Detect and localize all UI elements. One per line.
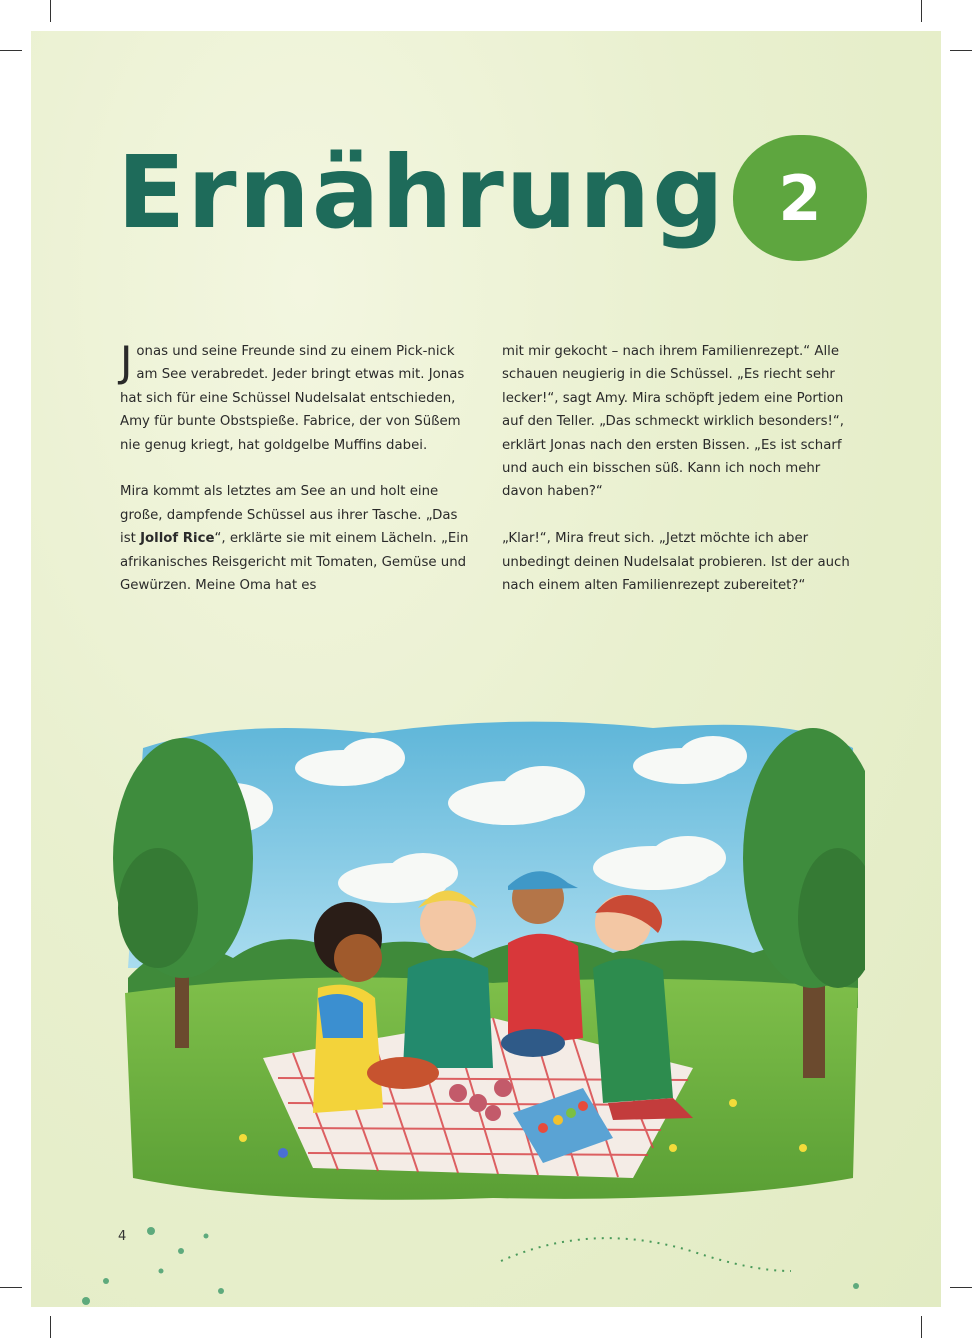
paragraph-mira-text-a: Mira kommt als letztes am See an und holt eine große, dampfende Schüssel aus ihrer Tasche. „Das ist [120, 484, 458, 547]
jollof-rice-bowl [367, 1057, 439, 1089]
crop-mark [50, 1316, 51, 1338]
text-column-right [502, 340, 854, 621]
book-page [31, 31, 941, 1307]
crop-mark [921, 0, 922, 22]
chapter-number: 2 [778, 161, 822, 235]
paragraph-mira [120, 480, 472, 597]
picnic-illustration [113, 708, 865, 1208]
flower-blue [278, 1148, 288, 1158]
dish-name: Jollof Rice [140, 531, 215, 547]
decorative-dotted-line [31, 1211, 941, 1307]
crop-mark [0, 50, 22, 51]
paragraph-klar: „Klar!“, Mira freut sich. „Jetzt möchte ich aber unbedingt deinen Nudelsalat probieren. Ist der auch nach einem alten Familienrezept zubereitet?“ [502, 531, 850, 594]
crop-mark [50, 0, 51, 22]
page-number: 4 [118, 1229, 127, 1244]
drop-cap: J [120, 337, 133, 386]
paragraph-tasting: mit mir gekocht – nach ihrem Familienrezept.“ Alle schauen neugierig in die Schüssel. „Es riecht sehr lecker!“, sagt Amy. Mira schöpft jedem eine Portion auf den Teller. „Das schmeckt wirklich besonders!“, erklärt Jonas nach den ersten Bissen. „Es ist scharf und auch ein bisschen süß. Kann ich noch mehr davon haben?“ [502, 344, 844, 500]
paragraph-intro [120, 337, 472, 457]
chapter-badge [733, 135, 867, 261]
crop-mark [950, 1287, 972, 1288]
crop-mark [950, 50, 972, 51]
crop-mark [921, 1316, 922, 1338]
text-column-left [120, 337, 472, 621]
pasta-salad-bowl [501, 1029, 565, 1057]
crop-mark [0, 1287, 22, 1288]
page-title: Ernährung [117, 134, 726, 251]
paragraph-mira-text-b: “, erklärte sie mit einem Lächeln. „Ein afrikanisches Reisgericht mit Tomaten, Gemüse und Gewürzen. Meine Oma hat es [120, 531, 469, 594]
paragraph-intro-text: onas und seine Freunde sind zu einem Pick-nick am See verabredet. Jeder bringt etwas mit. Jonas hat sich für eine Schüssel Nudelsalat entschieden, Amy für bunte Obstspieße. Fabrice, der von Süßem nie genug kriegt, hat goldgelbe Muffins dabei. [120, 344, 465, 453]
